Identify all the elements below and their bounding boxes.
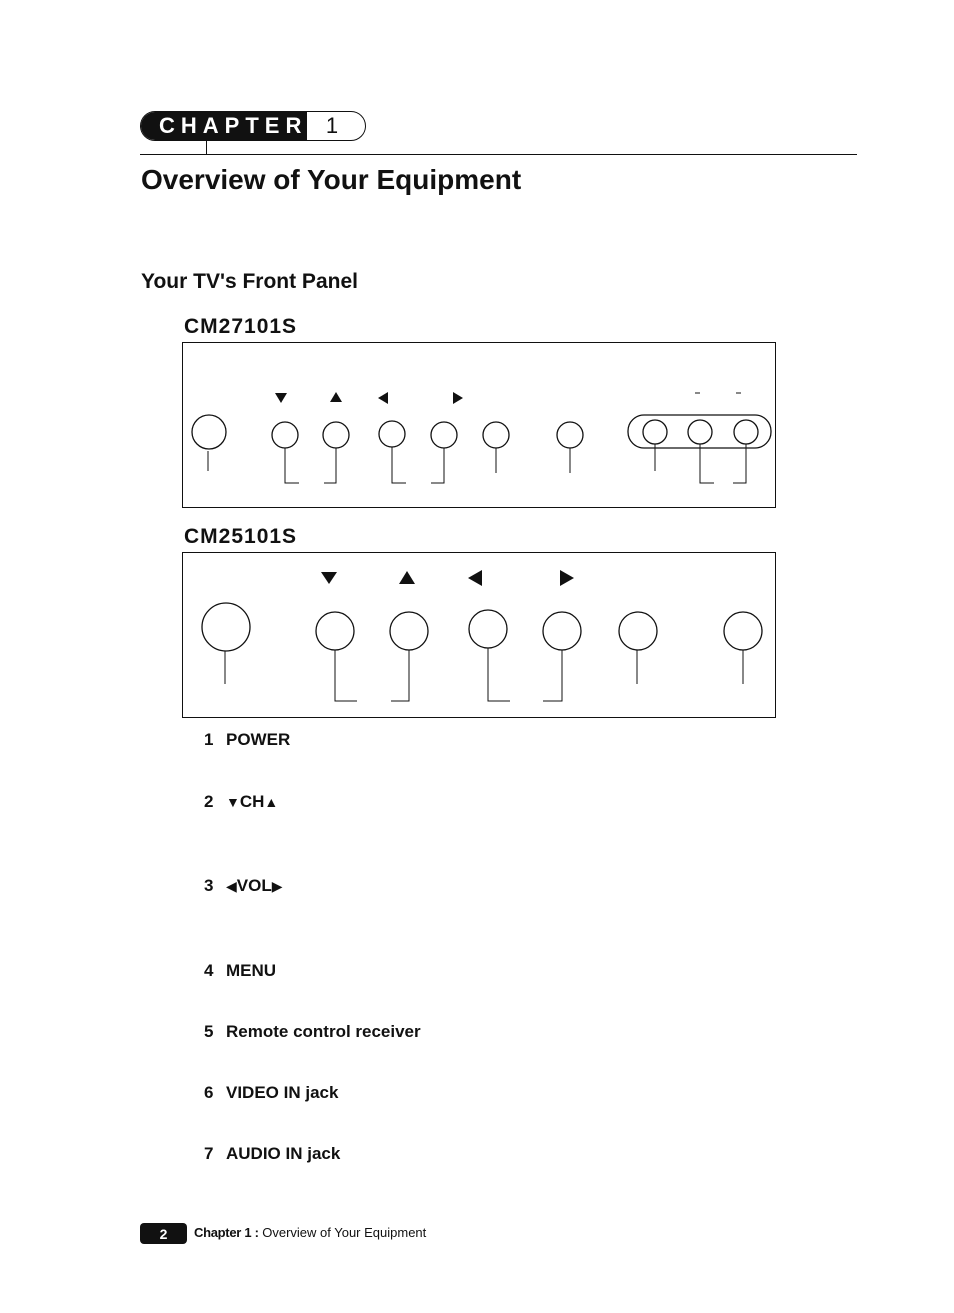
item-label: CH	[239, 792, 265, 811]
footer-chapter-text	[194, 1225, 426, 1240]
ch-up-button	[323, 422, 349, 448]
item-number: 2	[204, 792, 214, 811]
desc-item-audio-in	[204, 1144, 340, 1164]
header-rule	[140, 154, 857, 155]
desc-item-menu	[204, 961, 276, 981]
power-button	[192, 415, 226, 449]
page-title: Overview of Your Equipment	[141, 164, 522, 195]
ch-down-button	[316, 612, 354, 650]
ch-down-button	[272, 422, 298, 448]
desc-item-remote-receiver	[204, 1022, 421, 1042]
audio-in-jack-left	[688, 420, 712, 444]
triangle-left-icon	[468, 570, 482, 586]
chapter-number: 1	[325, 113, 339, 138]
page-number: 2	[140, 1223, 187, 1244]
item-number: 5	[204, 1022, 214, 1041]
menu-button	[619, 612, 657, 650]
triangle-right-icon	[453, 392, 463, 404]
triangle-up-icon	[330, 392, 342, 402]
item-number: 6	[204, 1083, 214, 1102]
vol-up-button	[543, 612, 581, 650]
video-in-jack	[643, 420, 667, 444]
item-label: VIDEO IN jack	[226, 1083, 339, 1102]
section-title: Your TV's Front Panel	[141, 270, 358, 293]
triangle-down-icon: ▼	[226, 794, 240, 810]
chapter-tab	[140, 111, 366, 141]
menu-button	[483, 422, 509, 448]
vol-down-button	[469, 610, 507, 648]
triangle-up-icon: ▲	[264, 794, 279, 810]
triangle-down-icon	[275, 393, 287, 403]
desc-item-volume	[204, 876, 283, 896]
triangle-right-icon	[560, 570, 574, 586]
chapter-tick	[206, 141, 207, 155]
footer-chapter-title: Overview of Your Equipment	[262, 1225, 427, 1240]
remote-receiver	[557, 422, 583, 448]
ch-up-button	[390, 612, 428, 650]
desc-item-power	[204, 730, 290, 750]
panel-drawing-cm27101s	[183, 343, 777, 509]
front-panel-diagram-cm27101s	[182, 342, 776, 508]
arrow-markers	[321, 570, 574, 586]
model-label-cm25101s: CM25101S	[184, 525, 298, 548]
item-number: 7	[204, 1144, 214, 1163]
vol-up-button	[431, 422, 457, 448]
callout-lines	[208, 444, 746, 483]
chapter-label: CHAPTER	[141, 112, 307, 140]
callout-lines	[225, 648, 743, 701]
footer-chapter-ref: Chapter 1 :	[194, 1225, 259, 1240]
triangle-left-icon: ◀	[226, 878, 237, 894]
front-panel-diagram-cm25101s	[182, 552, 776, 718]
remote-receiver	[724, 612, 762, 650]
item-label: POWER	[226, 730, 291, 749]
triangle-right-icon: ▶	[271, 878, 283, 894]
item-number: 3	[204, 876, 214, 895]
arrow-markers	[275, 392, 463, 404]
item-label: VOL	[236, 876, 272, 895]
triangle-down-icon	[321, 572, 337, 584]
vol-down-button	[379, 421, 405, 447]
model-label-cm27101s: CM27101S	[184, 315, 298, 338]
item-label: AUDIO IN jack	[226, 1144, 341, 1163]
item-number: 4	[204, 961, 214, 980]
desc-item-channel	[204, 792, 278, 812]
item-label: MENU	[226, 961, 277, 980]
item-label: Remote control receiver	[226, 1022, 421, 1041]
panel-drawing-cm25101s	[183, 553, 777, 719]
item-number: 1	[204, 730, 214, 749]
desc-item-video-in	[204, 1083, 338, 1103]
triangle-up-icon	[399, 571, 415, 584]
triangle-left-icon	[378, 392, 388, 404]
audio-in-jack-right	[734, 420, 758, 444]
power-button	[202, 603, 250, 651]
